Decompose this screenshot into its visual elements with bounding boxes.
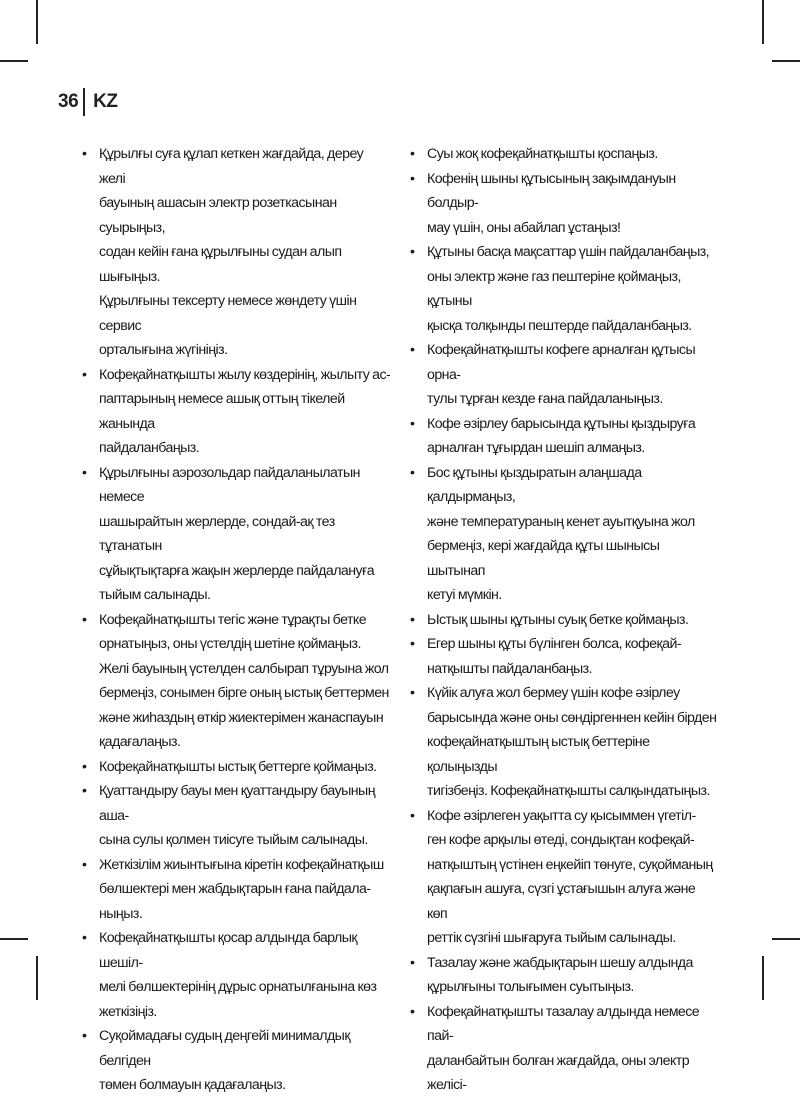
crop-mark-bottom-right-vertical bbox=[762, 956, 764, 1000]
bullet-icon: • bbox=[82, 366, 87, 383]
list-item-text: Жеткізілім жиынтығына кіретін кофеқайнатқыш бөлшектері мен жабдықтарын ғана пайдала- ныңыз. bbox=[99, 856, 384, 922]
list-item-text: Кофе әзірлеу барысында құтыны қыздыруға арналған тұғырдан шешіп алмаңыз. bbox=[427, 415, 696, 456]
bullet-icon: • bbox=[410, 611, 415, 628]
bullet-icon: • bbox=[82, 783, 87, 799]
crop-mark-bottom-left-vertical bbox=[36, 956, 38, 1000]
crop-mark-top-right-vertical bbox=[762, 0, 764, 44]
list-item bbox=[408, 1000, 718, 1098]
list-item-text: Кофеқайнатқышты тегіс және тұрақты бетке орнатыңыз, оны үстелдің шетіне қоймаңыз. Желі бауының үстелден салбырап тұруына жол бермеңіз, сонымен бірге оның ыстық беттермен және жиһаздың өткір жиектерімен жанаспауын қадағалаңыз. bbox=[99, 611, 389, 750]
bullet-icon: • bbox=[82, 146, 87, 162]
list-item-text: Ыстық шыны құтыны суық бетке қоймаңыз. bbox=[427, 611, 689, 628]
language-code: KZ bbox=[93, 91, 118, 112]
list-item bbox=[80, 779, 392, 853]
list-item bbox=[408, 951, 718, 1000]
bullet-icon: • bbox=[82, 611, 87, 628]
list-item-text: Күйік алуға жол бермеу үшін кофе әзірлеу барысында және оны сөндіргеннен кейін бірден кофеқайнатқыштың ыстық беттеріне қолыңызды тигізбеңіз. Кофеқайнатқышты салқындатыңыз. bbox=[427, 685, 717, 799]
bullet-icon: • bbox=[410, 170, 415, 187]
bullet-icon: • bbox=[410, 146, 415, 162]
list-item bbox=[80, 142, 392, 363]
bullet-icon: • bbox=[410, 954, 415, 971]
list-item-text: Кофеқайнатқышты жылу көздерінің, жылыту ас- паптарының немесе ашық оттың тікелей жанында пайдаланбаңыз. bbox=[99, 366, 391, 456]
list-item-text: Кофеқайнатқышты тазалау алдында немесе пай- даланбайтын болған жағдайда, оны электр желісі- bbox=[427, 1003, 700, 1093]
list-item bbox=[80, 608, 392, 755]
right-bullet-list bbox=[408, 142, 718, 1098]
page-number: 36 bbox=[58, 91, 79, 112]
list-item bbox=[80, 461, 392, 608]
list-item bbox=[408, 167, 718, 241]
crop-mark-top-left-horizontal bbox=[0, 60, 28, 62]
list-item bbox=[80, 1024, 392, 1098]
list-item bbox=[408, 804, 718, 951]
bullet-icon: • bbox=[82, 856, 87, 873]
bullet-icon: • bbox=[410, 685, 415, 701]
list-item bbox=[80, 755, 392, 780]
bullet-icon: • bbox=[410, 1003, 415, 1020]
list-item-text: Кофеқайнатқышты ыстық беттерге қоймаңыз. bbox=[99, 758, 377, 775]
left-bullet-list bbox=[80, 142, 392, 1098]
header-divider bbox=[83, 88, 85, 116]
bullet-icon: • bbox=[410, 807, 415, 824]
list-item-text: Қуаттандыру бауы мен қуаттандыру бауының аша- сына сулы қолмен тиісуге тыйым салынады. bbox=[99, 783, 375, 848]
bullet-icon: • bbox=[410, 342, 415, 358]
bullet-icon: • bbox=[82, 930, 87, 946]
list-item bbox=[80, 926, 392, 1024]
list-item bbox=[408, 142, 718, 167]
list-item-text: Суы жоқ кофеқайнатқышты қоспаңыз. bbox=[427, 146, 658, 162]
list-item bbox=[80, 853, 392, 927]
bullet-icon: • bbox=[82, 758, 87, 775]
bullet-icon: • bbox=[410, 244, 415, 260]
list-item-text: Құрылғы суға құлап кеткен жағдайда, дереу желі бауының ашасын электр розеткасынан суырыңыз, содан кейін ғана құрылғыны судан алып шығыңыз. Құрылғыны тексерту немесе жөндету үшін сервис орталығына жүгініңіз. bbox=[99, 146, 364, 358]
list-item-text: Суқоймадағы судың деңгейі минималдық белгіден төмен болмауын қадағалаңыз. bbox=[99, 1028, 350, 1093]
list-item bbox=[408, 240, 718, 338]
list-item bbox=[408, 338, 718, 412]
list-item-text: Құтыны басқа мақсаттар үшін пайдаланбаңыз, оны электр және газ пештеріне қоймаңыз, құтыны қысқа толқынды пештерде пайдаланбаңыз. bbox=[427, 244, 710, 334]
list-item bbox=[408, 608, 718, 633]
bullet-icon: • bbox=[82, 1028, 87, 1044]
left-column bbox=[80, 142, 392, 1098]
bullet-icon: • bbox=[410, 415, 415, 432]
crop-mark-bottom-right-horizontal bbox=[772, 938, 800, 940]
list-item-text: Тазалау және жабдықтарын шешу алдында құрылғыны толығымен суытыңыз. bbox=[427, 954, 693, 995]
page-header bbox=[58, 88, 117, 116]
list-item bbox=[408, 632, 718, 681]
list-item-text: Құрылғыны аэрозольдар пайдаланылатын немесе шашырайтын жерлерде, сондай-ақ тез тұтанатын сұйықтықтарға жақын жерлерде пайдалануға тыйым салынады. bbox=[99, 464, 375, 603]
list-item-text: Егер шыны құты бүлінген болса, кофеқай- натқышты пайдаланбаңыз. bbox=[427, 636, 682, 677]
list-item-text: Кофеқайнатқышты қосар алдында барлық шешіл- мелі бөлшектерінің дұрыс орнатылғанына көз жеткізіңіз. bbox=[99, 930, 377, 1020]
list-item-text: Бос құтыны қыздыратын алаңшада қалдырмаңыз, және температураның кенет ауытқуына жол бермеңіз, кері жағдайда құты шынысы шытынап кетуі мүмкін. bbox=[427, 464, 695, 603]
list-item bbox=[408, 412, 718, 461]
list-item-text: Кофе әзірлеген уақытта су қысыммен үгетіл- ген кофе арқылы өтеді, сондықтан кофеқай- натқыштың үстінен еңкейіп төнуге, суқойманың қақпағын ашуға, сүзгі ұстағышын алуға және көп реттік сүзгіні шығаруға тыйым салынады. bbox=[427, 807, 713, 946]
crop-mark-bottom-left-horizontal bbox=[0, 938, 28, 940]
list-item bbox=[408, 461, 718, 608]
list-item-text: Кофеқайнатқышты кофеге арналған құтысы орна- тулы тұрған кезде ғана пайдаланыңыз. bbox=[427, 342, 696, 407]
bullet-icon: • bbox=[82, 464, 87, 481]
crop-mark-top-right-horizontal bbox=[772, 60, 800, 62]
list-item-text: Кофенің шыны құтысының зақымдануын болдыр- мау үшін, оны абайлап ұстаңыз! bbox=[427, 170, 676, 236]
bullet-icon: • bbox=[410, 464, 415, 481]
bullet-icon: • bbox=[410, 636, 415, 652]
list-item bbox=[408, 681, 718, 804]
crop-mark-top-left-vertical bbox=[36, 0, 38, 44]
list-item bbox=[80, 363, 392, 461]
right-column bbox=[408, 142, 718, 1098]
